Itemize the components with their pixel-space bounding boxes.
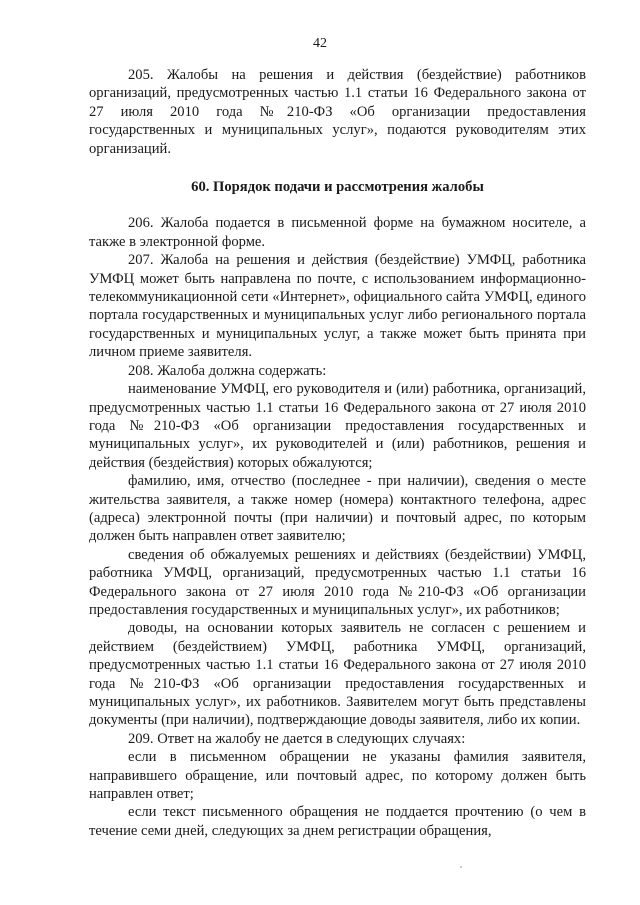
paragraph-208-item-decisions: сведения об обжалуемых решениях и действиях (бездействии) УМФЦ, работника УМФЦ, организаций, предусмотренных частью 1.1 статьи 16 Федерального закона от 27 июля 2010 года №210-ФЗ «Об организации предоставления государственных и муниципальных услуг», их работников; [89, 546, 586, 618]
paragraph-208-item-arguments: доводы, на основании которых заявитель не согласен с решением и действием (бездействием) УМФЦ, работника УМФЦ, организаций, предусмотренных частью 1.1 статьи 16 Федерального закона от 27 июля 2010 года №210-ФЗ «Об организации предоставления государственных и муниципальных услуг», их работников. Заявителем могут быть представлены документы (при наличии), подтверждающие доводы заявителя, либо их копии. [89, 620, 586, 729]
section-heading: 60. Порядок подачи и рассмотрения жалобы [191, 179, 484, 196]
document-body [89, 66, 586, 840]
paragraph-209-case-unreadable: если текст письменного обращения не поддается прочтению (о чем в течение семи дней, следующих за днем регистрации обращения, [89, 804, 586, 839]
paragraph-208-item-applicant: фамилию, имя, отчество (последнее - при наличии), сведения о месте жительства заявителя, а также номер (номера) контактного телефона, адрес (адреса) электронной почты (при наличии) и почтовый адрес, по которым должен быть направлен ответ заявителю; [89, 473, 586, 545]
paragraph-205: 205. Жалобы на решения и действия (бездействие) работников организаций, предусмотренных частью 1.1 статьи 16 Федерального закона от 27 июля 2010 года №210-ФЗ «Об организации предоставления государственных и муниципальных услуг», подаются руководителям этих организаций. [89, 67, 586, 157]
paragraph-209-case-no-name: если в письменном обращении не указаны фамилия заявителя, направившего обращение, или почтовый адрес, по которому должен быть направлен ответ; [89, 749, 586, 803]
page-number: 42 [313, 36, 327, 51]
paragraph-208-item-name: наименование УМФЦ, его руководителя и (или) работника, организаций, предусмотренных частью 1.1 статьи 16 Федерального закона от 27 июля 2010 года №210-ФЗ «Об организации предоставления государственных и муниципальных услуг», их руководителей и (или) работников, решения и действия (бездействия) которых обжалуются; [89, 381, 586, 471]
paragraph-206: 206. Жалоба подается в письменной форме на бумажном носителе, а также в электронной форме. [89, 215, 586, 250]
paragraph-207: 207. Жалоба на решения и действия (бездействие) УМФЦ, работника УМФЦ может быть направлена по почте, с использованием информационно-телекоммуникационной сети «Интернет», официального сайта УМФЦ, единого портала государственных и муниципальных услуг либо регионального портала государственных и муниципальных услуг, а также может быть принята при личном приеме заявителя. [89, 252, 586, 361]
paragraph-209: 209. Ответ на жалобу не дается в следующих случаях: [128, 730, 466, 747]
scan-speck [460, 866, 462, 868]
paragraph-208: 208. Жалоба должна содержать: [128, 362, 327, 379]
